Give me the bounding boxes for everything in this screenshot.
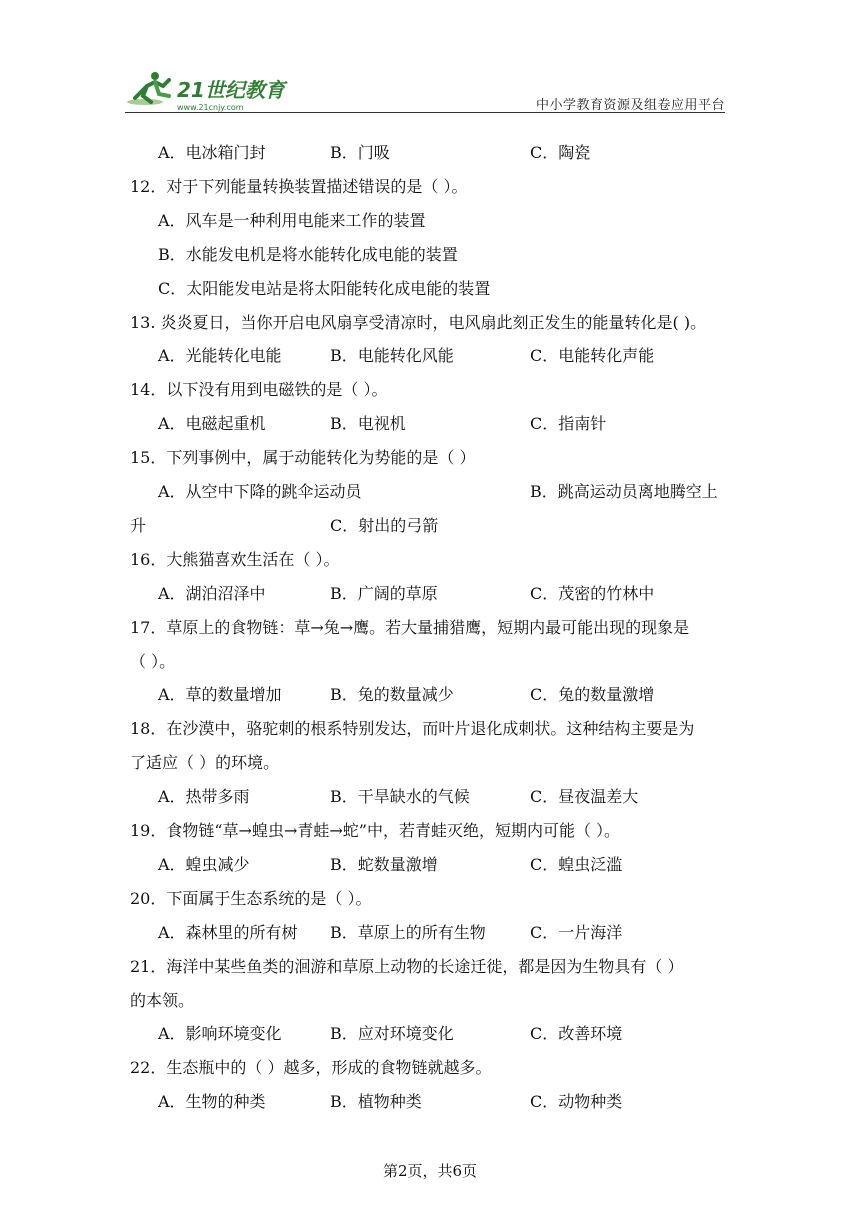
question-text: 的本领。 [130, 991, 195, 1010]
svg-text:www.21cnjy.com: www.21cnjy.com [177, 103, 244, 112]
option-a: A．光能转化电能 [158, 346, 282, 365]
option-b: B．植物种类 [330, 1092, 422, 1111]
question-text: 20．下面属于生态系统的是（ ）。 [130, 889, 372, 908]
option-a: A．湖泊沼泽中 [158, 584, 266, 603]
option-a: B．水能发电机是将水能转化成电能的装置 [158, 245, 458, 264]
question-text: 22．生态瓶中的（ ）越多，形成的食物链就越多。 [130, 1058, 492, 1077]
page-header [125, 68, 725, 114]
header-rule [125, 112, 725, 113]
platform-name: 中小学教育资源及组卷应用平台 [535, 98, 725, 113]
question-text: 15．下列事例中，属于动能转化为势能的是（ ） [130, 448, 476, 467]
option-b: B．应对环境变化 [330, 1024, 454, 1043]
option-b: B．跳高运动员离地腾空上 [530, 482, 718, 501]
question-text: 13. 炎炎夏日，当你开启电风扇享受清凉时，电风扇此刻正发生的能量转化是( )。 [130, 313, 707, 332]
21cnjy-logo [125, 68, 295, 114]
option-a: A．森林里的所有树 [158, 923, 298, 942]
option-a: A．热带多雨 [158, 787, 250, 806]
option-c: C．蝗虫泛滥 [530, 855, 623, 874]
question-text: （ ）。 [130, 652, 176, 671]
question-text: 了适应（ ）的环境。 [130, 753, 280, 772]
svg-text:21世纪教育: 21世纪教育 [177, 78, 285, 102]
question-text: 14．以下没有用到电磁铁的是（ ）。 [130, 380, 388, 399]
option-b: B．蛇数量激增 [330, 855, 438, 874]
option-a: A．电磁起重机 [158, 414, 266, 433]
option-c: C．改善环境 [530, 1024, 623, 1043]
question-text: 18．在沙漠中，骆驼刺的根系特别发达，而叶片退化成刺状。这种结构主要是为 [130, 719, 695, 738]
option-c: C．陶瓷 [530, 143, 591, 162]
option-b: B．电视机 [330, 414, 406, 433]
option-c: C．昼夜温差大 [530, 787, 639, 806]
option-a: A．生物的种类 [158, 1092, 266, 1111]
option-c: C．射出的弓箭 [330, 516, 439, 535]
option-a: C．太阳能发电站是将太阳能转化成电能的装置 [158, 279, 491, 298]
option-a: A．从空中下降的跳伞运动员 [158, 482, 362, 501]
option-b: B．干旱缺水的气候 [330, 787, 470, 806]
option-b: B．兔的数量减少 [330, 685, 454, 704]
option-b: B．电能转化风能 [330, 346, 454, 365]
option-c: C．茂密的竹林中 [530, 584, 655, 603]
option-c: C．一片海洋 [530, 923, 623, 942]
option-c: C．动物种类 [530, 1092, 623, 1111]
question-text: 16．大熊猫喜欢生活在（ ）。 [130, 550, 340, 569]
question-text: 21．海洋中某些鱼类的洄游和草原上动物的长途迁徙，都是因为生物具有（ ） [130, 957, 684, 976]
option-c: C．指南针 [530, 414, 607, 433]
option-c: C．电能转化声能 [530, 346, 655, 365]
question-text: 12．对于下列能量转换装置描述错误的是（ ）。 [130, 177, 468, 196]
question-text: 17．草原上的食物链：草→兔→鹰。若大量捕猎鹰，短期内最可能出现的现象是 [130, 618, 690, 637]
option-a: A．电冰箱门封 [158, 143, 266, 162]
option-a: A．草的数量增加 [158, 685, 282, 704]
option-b: B．广阔的草原 [330, 584, 438, 603]
option-c: C．兔的数量激增 [530, 685, 655, 704]
question-text: 19．食物链“草→蝗虫→青蛙→蛇”中，若青蛙灭绝，短期内可能（ ）。 [130, 821, 621, 840]
option-b: B．门吸 [330, 143, 390, 162]
option-continuation: 升 [130, 516, 147, 535]
option-a: A．影响环境变化 [158, 1024, 282, 1043]
page-number: 第2页，共6页 [382, 1162, 478, 1180]
option-b: B．草原上的所有生物 [330, 923, 486, 942]
option-a: A．蝗虫减少 [158, 855, 250, 874]
option-a: A．风车是一种利用电能来工作的装置 [158, 211, 426, 230]
